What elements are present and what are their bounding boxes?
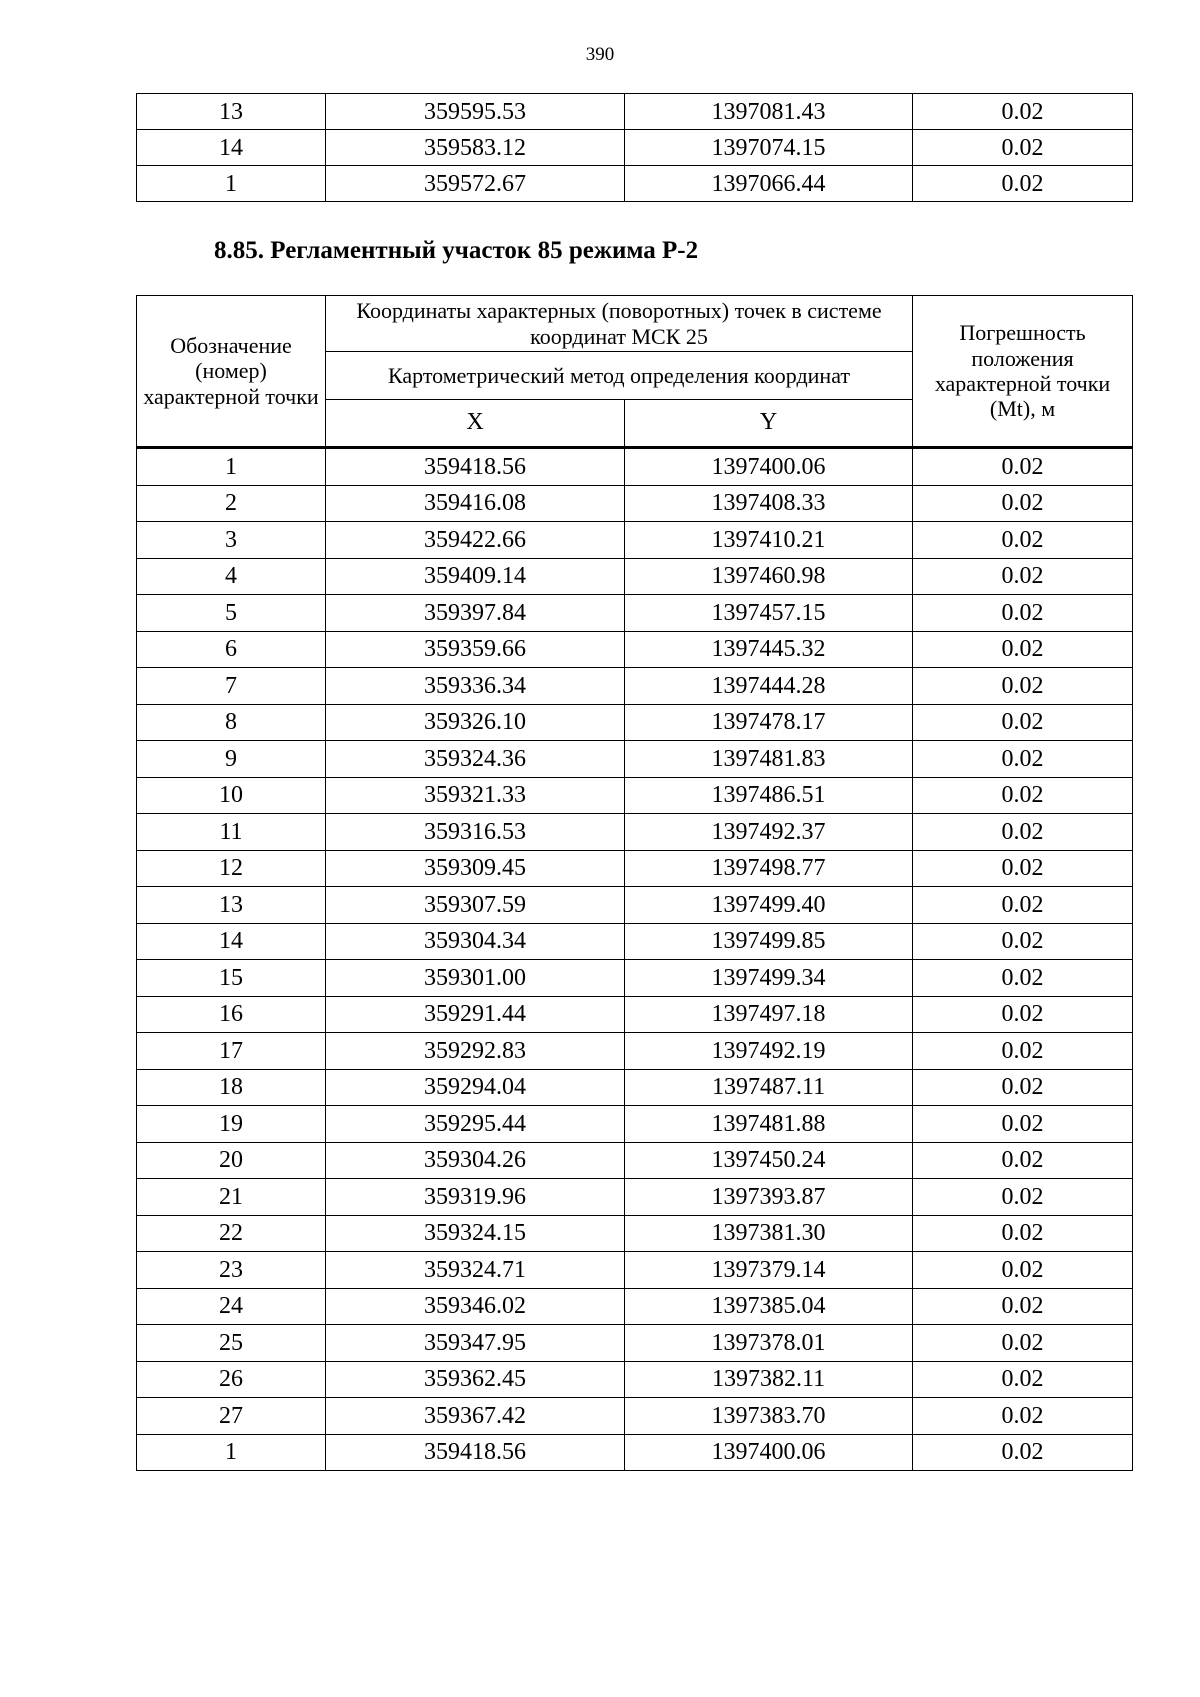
table-row [137,887,1133,924]
cell-x: 359367.42 [326,1398,625,1435]
cell-point-id: 13 [137,94,326,130]
table-row [137,850,1133,887]
cell-x: 359304.34 [326,923,625,960]
cell-y: 1397408.33 [625,485,913,522]
table-row [137,960,1133,997]
cell-point-id: 10 [137,777,326,814]
cell-x: 359324.15 [326,1215,625,1252]
cell-y: 1397499.85 [625,923,913,960]
table-row [137,522,1133,559]
cell-y: 1397378.01 [625,1325,913,1362]
cell-point-id: 1 [137,1434,326,1471]
coordinates-table [136,295,1133,1471]
cell-y: 1397481.83 [625,741,913,778]
cell-accuracy: 0.02 [913,1325,1133,1362]
cell-y: 1397499.34 [625,960,913,997]
cell-accuracy: 0.02 [913,1142,1133,1179]
cell-accuracy: 0.02 [913,1288,1133,1325]
cell-x: 359301.00 [326,960,625,997]
table-row [137,1179,1133,1216]
cell-y: 1397382.11 [625,1361,913,1398]
cell-x: 359336.34 [326,668,625,705]
table-row [137,1252,1133,1289]
cell-y: 1397385.04 [625,1288,913,1325]
cell-accuracy: 0.02 [913,1106,1133,1143]
cell-y: 1397460.98 [625,558,913,595]
table-row [137,1398,1133,1435]
table-row [137,1325,1133,1362]
cell-x: 359418.56 [326,1434,625,1471]
table-body [137,94,1133,202]
section-title: 8.85. Регламентный участок 85 режима Р-2 [214,237,699,264]
table-row [137,668,1133,705]
cell-y: 1397381.30 [625,1215,913,1252]
cell-point-id: 13 [137,887,326,924]
cell-accuracy: 0.02 [913,923,1133,960]
cell-x: 359326.10 [326,704,625,741]
table-row [137,704,1133,741]
cell-y: 1397410.21 [625,522,913,559]
cell-x: 359409.14 [326,558,625,595]
table-row [137,1434,1133,1471]
cell-x: 359295.44 [326,1106,625,1143]
cell-x: 359307.59 [326,887,625,924]
cell-y: 1397487.11 [625,1069,913,1106]
cell-point-id: 1 [137,448,326,486]
cell-y: 1397478.17 [625,704,913,741]
cell-x: 359292.83 [326,1033,625,1070]
cell-point-id: 4 [137,558,326,595]
cell-x: 359324.36 [326,741,625,778]
cell-y: 1397499.40 [625,887,913,924]
cell-point-id: 8 [137,704,326,741]
cell-point-id: 14 [137,130,326,166]
cell-accuracy: 0.02 [913,850,1133,887]
cell-y: 1397492.37 [625,814,913,851]
cell-y: 1397457.15 [625,595,913,632]
cell-point-id: 20 [137,1142,326,1179]
table-row [137,1069,1133,1106]
cell-x: 359397.84 [326,595,625,632]
table-header [137,296,1133,448]
cell-y: 1397379.14 [625,1252,913,1289]
header-accuracy: Погрешность положения характерной точки (Mt), м [913,296,1133,448]
cell-accuracy: 0.02 [913,94,1133,130]
cell-y: 1397486.51 [625,777,913,814]
cell-point-id: 15 [137,960,326,997]
cell-x: 359595.53 [326,94,625,130]
table-body [137,448,1133,1471]
cell-x: 359316.53 [326,814,625,851]
cell-y: 1397400.06 [625,448,913,486]
cell-accuracy: 0.02 [913,448,1133,486]
cell-y: 1397383.70 [625,1398,913,1435]
cell-x: 359346.02 [326,1288,625,1325]
table-row [137,1361,1133,1398]
table-row [137,1142,1133,1179]
table-row [137,1106,1133,1143]
cell-y: 1397497.18 [625,996,913,1033]
table-row [137,130,1133,166]
header-point-id: Обозначение (номер) характерной точки [137,296,326,448]
cell-accuracy: 0.02 [913,595,1133,632]
table-row [137,631,1133,668]
cell-x: 359324.71 [326,1252,625,1289]
cell-x: 359418.56 [326,448,625,486]
table-row [137,996,1133,1033]
cell-accuracy: 0.02 [913,1252,1133,1289]
table-row [137,814,1133,851]
cell-point-id: 7 [137,668,326,705]
cell-x: 359309.45 [326,850,625,887]
cell-point-id: 14 [137,923,326,960]
cell-point-id: 21 [137,1179,326,1216]
cell-point-id: 23 [137,1252,326,1289]
cell-point-id: 26 [137,1361,326,1398]
cell-accuracy: 0.02 [913,1398,1133,1435]
cell-accuracy: 0.02 [913,777,1133,814]
cell-point-id: 2 [137,485,326,522]
table-row [137,595,1133,632]
cell-accuracy: 0.02 [913,522,1133,559]
cell-accuracy: 0.02 [913,887,1133,924]
cell-accuracy: 0.02 [913,704,1133,741]
cell-accuracy: 0.02 [913,1033,1133,1070]
cell-y: 1397066.44 [625,166,913,202]
cell-point-id: 16 [137,996,326,1033]
cell-x: 359572.67 [326,166,625,202]
cell-point-id: 19 [137,1106,326,1143]
page-number: 390 [585,44,615,65]
cell-point-id: 5 [137,595,326,632]
table-row [137,448,1133,486]
cell-point-id: 18 [137,1069,326,1106]
header-method: Картометрический метод определения координат [326,352,913,400]
coordinates-table-continued [136,93,1133,202]
cell-y: 1397444.28 [625,668,913,705]
cell-y: 1397081.43 [625,94,913,130]
cell-x: 359422.66 [326,522,625,559]
cell-x: 359304.26 [326,1142,625,1179]
cell-y: 1397492.19 [625,1033,913,1070]
cell-x: 359294.04 [326,1069,625,1106]
table-row [137,558,1133,595]
cell-point-id: 3 [137,522,326,559]
cell-accuracy: 0.02 [913,558,1133,595]
cell-accuracy: 0.02 [913,1179,1133,1216]
table-row [137,166,1133,202]
table-row [137,485,1133,522]
cell-accuracy: 0.02 [913,166,1133,202]
cell-y: 1397400.06 [625,1434,913,1471]
cell-point-id: 9 [137,741,326,778]
cell-x: 359319.96 [326,1179,625,1216]
cell-point-id: 6 [137,631,326,668]
table-row [137,741,1133,778]
cell-y: 1397498.77 [625,850,913,887]
cell-point-id: 1 [137,166,326,202]
header-x: X [326,400,625,448]
cell-y: 1397445.32 [625,631,913,668]
cell-point-id: 17 [137,1033,326,1070]
cell-x: 359291.44 [326,996,625,1033]
cell-point-id: 12 [137,850,326,887]
cell-accuracy: 0.02 [913,960,1133,997]
cell-accuracy: 0.02 [913,485,1133,522]
cell-accuracy: 0.02 [913,1069,1133,1106]
cell-y: 1397074.15 [625,130,913,166]
cell-y: 1397481.88 [625,1106,913,1143]
cell-point-id: 27 [137,1398,326,1435]
cell-x: 359583.12 [326,130,625,166]
cell-accuracy: 0.02 [913,996,1133,1033]
cell-point-id: 25 [137,1325,326,1362]
cell-accuracy: 0.02 [913,1361,1133,1398]
cell-x: 359416.08 [326,485,625,522]
cell-x: 359347.95 [326,1325,625,1362]
cell-y: 1397393.87 [625,1179,913,1216]
table-row [137,923,1133,960]
cell-x: 359359.66 [326,631,625,668]
cell-accuracy: 0.02 [913,631,1133,668]
cell-accuracy: 0.02 [913,741,1133,778]
cell-accuracy: 0.02 [913,1434,1133,1471]
cell-accuracy: 0.02 [913,668,1133,705]
cell-accuracy: 0.02 [913,130,1133,166]
cell-accuracy: 0.02 [913,1215,1133,1252]
cell-x: 359362.45 [326,1361,625,1398]
cell-accuracy: 0.02 [913,814,1133,851]
cell-point-id: 11 [137,814,326,851]
header-y: Y [625,400,913,448]
cell-point-id: 24 [137,1288,326,1325]
table-row [137,1215,1133,1252]
table-row [137,777,1133,814]
cell-point-id: 22 [137,1215,326,1252]
table-row [137,1288,1133,1325]
header-coords-group: Координаты характерных (поворотных) точек в системе координат МСК 25 [326,296,913,352]
cell-x: 359321.33 [326,777,625,814]
table-row [137,94,1133,130]
table-row [137,1033,1133,1070]
cell-y: 1397450.24 [625,1142,913,1179]
